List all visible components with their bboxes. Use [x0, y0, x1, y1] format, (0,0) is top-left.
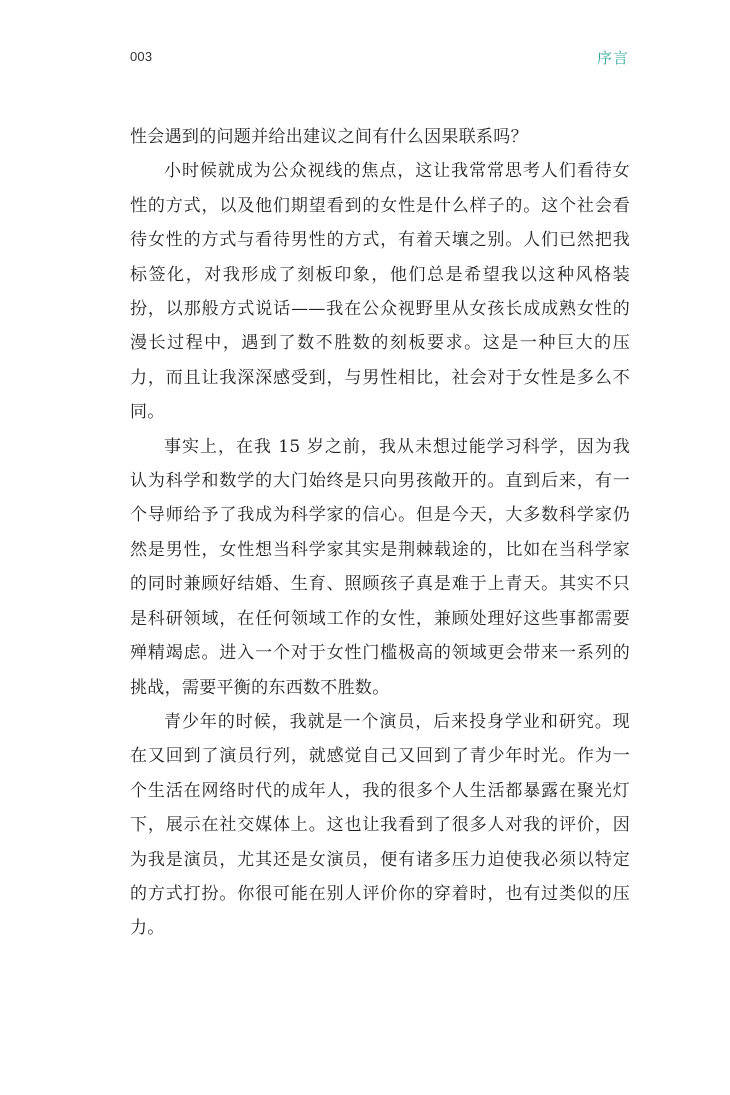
paragraph: 小时候就成为公众视线的焦点，这让我常常思考人们看待女性的方式，以及他们期望看到的女性是什么样子的。这个社会看待女性的方式与看待男性的方式，有着天壤之别。人们已然把我标签化，对我形成了刻板印象，他们总是希望我以这种风格装扮，以那般方式说话——我在公众视野里从女孩长成成熟女性的漫长过程中，遇到了数不胜数的刻板要求。这是一种巨大的压力，而且让我深深感受到，与男性相比，社会对于女性是多么不同。 [130, 161, 630, 423]
paragraph: 青少年的时候，我就是一个演员，后来投身学业和研究。现在又回到了演员行列，就感觉自己又回到了青少年时光。作为一个生活在网络时代的成年人，我的很多个人生活都暴露在聚光灯下，展示在社交媒体上。这也让我看到了很多人对我的评价，因为我是演员，尤其还是女演员，便有诸多压力迫使我必须以特定的方式打扮。你很可能在别人评价你的穿着时，也有过类似的压力。 [130, 711, 630, 939]
page-number: 003 [130, 49, 153, 64]
body-text [130, 120, 630, 946]
paragraph-continuation: 性会遇到的问题并给出建议之间有什么因果联系吗？ [130, 127, 528, 147]
running-title: 序言 [596, 49, 629, 67]
paragraph: 事实上，在我 15 岁之前，我从未想过能学习科学，因为我认为科学和数学的大门始终是只向男孩敞开的。直到后来，有一个导师给予了我成为科学家的信心。但是今天，大多数科学家仍然是男性，女性想当科学家其实是荆棘载途的，比如在当科学家的同时兼顾好结婚、生育、照顾孩子真是难于上青天。其实不只是科研领域，在任何领域工作的女性，兼顾处理好这些事都需要殚精竭虑。进入一个对于女性门槛极高的领域更会带来一系列的挑战，需要平衡的东西数不胜数。 [130, 436, 630, 698]
